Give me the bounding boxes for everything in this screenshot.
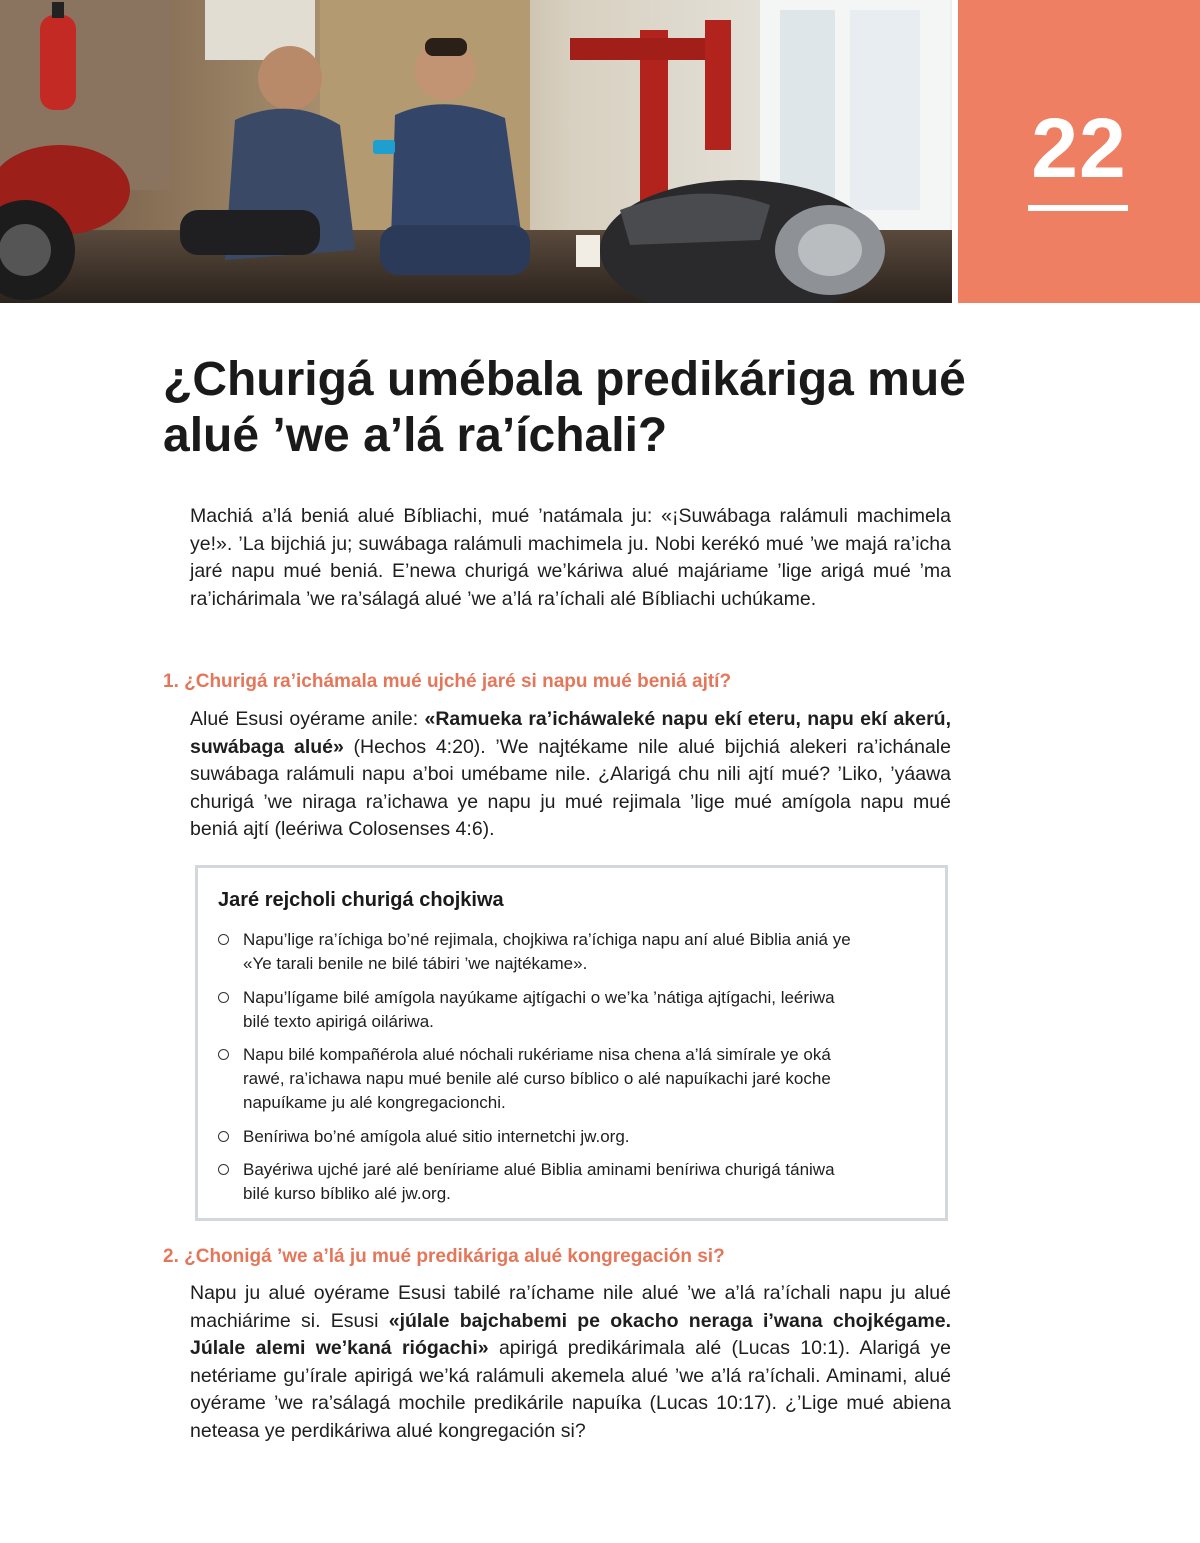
answer-2-quote: «júlale bajchabemi pe okacho neraga i’wana chojkégame. Júlale alemi we’kaná riógachi»	[190, 1309, 952, 1359]
answer-1-paragraph	[190, 706, 951, 844]
bullet-circle-icon	[218, 1131, 229, 1142]
question-1: 1. ¿Churigá ra’ichámala mué ujché jaré si napu mué beniá ajtí?	[163, 671, 732, 692]
answer-2-paragraph	[190, 1280, 951, 1445]
list-item-text: Beníriwa bo’né amígola alué sitio internetchi jw.org.	[243, 1126, 630, 1146]
list-item	[216, 1158, 856, 1206]
page-title: ¿Churigá umébala predikáriga mué alué ’we a’lá ra’íchali?	[163, 353, 966, 462]
answer-1-quote: «Ramueka ra’icháwaleké napu ekí eteru, napu ekí akerú, suwábaga alué»	[190, 708, 951, 758]
list-item-text: Napu’lige ra’íchiga bo’né rejimala, chojkiwa ra’íchiga napu aní alué Biblia aniá ye «Ye tarali benile ne bilé tábiri ’we najtékame».	[243, 930, 851, 973]
answer-1-text-end: (Hechos 4:20). ’We najtékame nile alué bijchiá alekeri ra’ichánale suwábaga ralámuli napu a’boi umébame nile. ¿Alarigá chu nili ajtí mué? ’Liko, ’yáawa churigá ’we niraga ra’ichawa ye napu ju mué rejimala ’lige mué amígola napu mué beniá ajtí (leériwa Colosenses 4:6).	[190, 735, 951, 840]
chapter-badge	[958, 0, 1200, 303]
list-item	[216, 928, 856, 976]
chapter-number: 22	[1031, 101, 1127, 195]
list-item	[216, 986, 856, 1034]
tips-box-title: Jaré rejcholi churigá chojkiwa	[218, 889, 504, 911]
tips-list	[216, 928, 856, 1216]
list-item	[216, 1125, 856, 1149]
bullet-circle-icon	[218, 934, 229, 945]
bullet-circle-icon	[218, 1049, 229, 1060]
chapter-rule	[1028, 205, 1128, 211]
list-item-text: Napu’lígame bilé amígola nayúkame ajtígachi o we’ka ’nátiga ajtígachi, leériwa bilé texto apirigá oiláriwa.	[243, 987, 835, 1031]
answer-1-text-start: Alué Esusi oyérame anile:	[190, 708, 425, 730]
bullet-circle-icon	[218, 992, 229, 1003]
intro-paragraph: Machiá a’lá beniá alué Bíbliachi, mué ’natámala ju: «¡Suwábaga ralámuli machimela ye!». ’La bijchiá ju; suwábaga ralámuli machimela ju. Nobi kerékó mué ’we majá ra’icha jaré napu mué beniá. E’newa churigá we’káriwa alué majáriame ’lige arigá mué ’ma ra’ichárimala ’we ra’sálagá alué ’we a’lá ra’íchali alé Bíbliachi uchúkame.	[190, 505, 951, 610]
list-item-text: Napu bilé kompañérola alué nóchali rukériame nisa chena a’lá simírale ye oká rawé, ra’ichawa napu mué benile alé curso bíblico o alé napuíkachi jaré koche napuíkame ju alé kongregacionchi.	[243, 1045, 831, 1112]
bullet-circle-icon	[218, 1164, 229, 1175]
list-item-text: Bayériwa ujché jaré alé beníriame alué Biblia aminami beníriwa churigá tániwa bilé kurso bíbliko alé jw.org.	[243, 1160, 835, 1203]
header-photo	[0, 0, 952, 303]
answer-2-text-start: Napu ju alué oyérame Esusi tabilé ra’íchame nile alué ’we a’lá ra’íchali napu ju alué machiárime si. Esusi	[190, 1282, 951, 1332]
question-2: 2. ¿Chonigá ’we a’lá ju mué predikáriga alué kongregación si?	[163, 1246, 725, 1267]
list-item	[216, 1043, 856, 1115]
tips-box	[195, 865, 948, 1221]
answer-2-text-end: apirigá predikárimala alé (Lucas 10:1). Alarigá ye netériame gu’írale apirigá we’ká ralámuli akemela alué ’we a’lá ra’íchali. Aminami, alué oyérame ’we ra’sálagá mochile predikárile napuíka (Lucas 10:17). ¿’Lige mué abiena neteasa ye perdikáriwa alué kongregación si?	[190, 1337, 951, 1442]
